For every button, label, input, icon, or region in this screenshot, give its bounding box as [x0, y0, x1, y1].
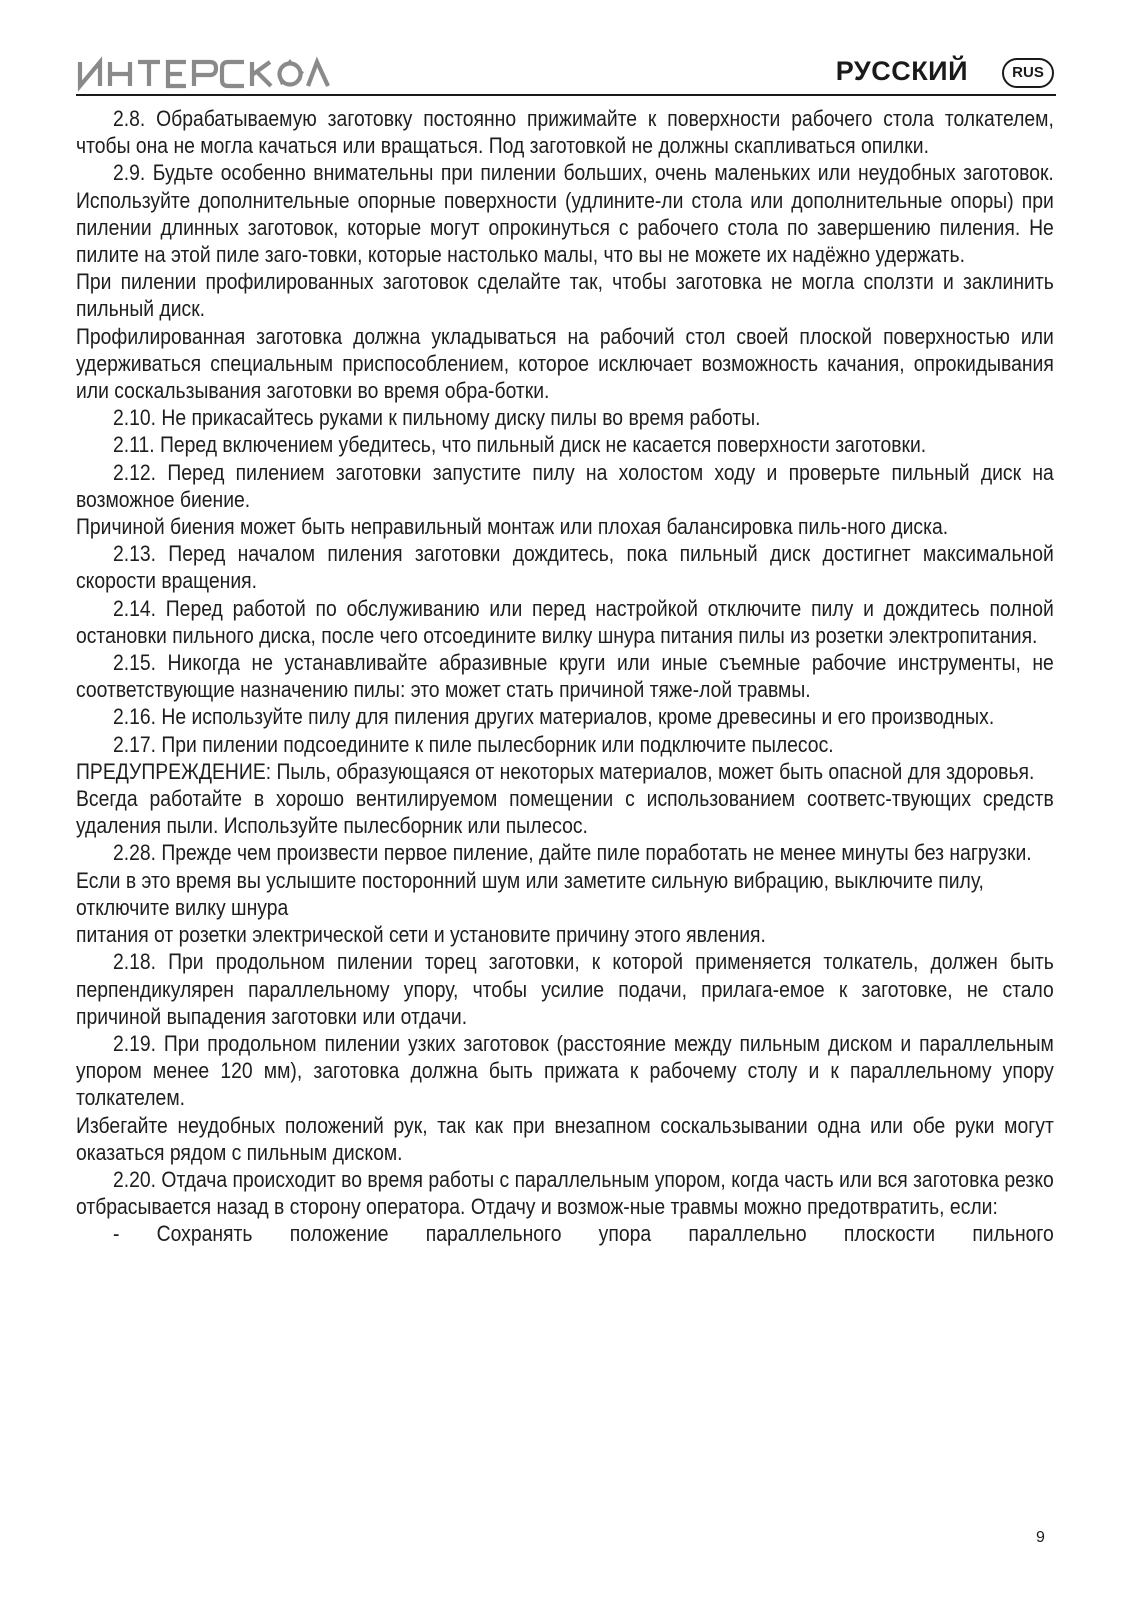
header-rule: [76, 94, 1056, 96]
paragraph: При пилении профилированных заготовок сделайте так, чтобы заготовка не могла сползти и заклинить пильный диск.: [76, 269, 1054, 322]
paragraph-2-10: 2.10. Не прикасайтесь руками к пильному диску пилы во время работы.: [112, 405, 761, 431]
list-item: - Сохранять положение параллельного упора параллельно плоскости пильного: [112, 1221, 1054, 1247]
warning-paragraph: ПРЕДУПРЕЖДЕНИЕ: Пыль, образующаяся от некоторых материалов, может быть опасной для здоровья.: [76, 758, 1035, 784]
paragraph-2-11: 2.11. Перед включением убедитесь, что пильный диск не касается поверхности заготовки.: [112, 432, 927, 458]
body-text: [76, 105, 1054, 1248]
paragraph-2-17: 2.17. При пилении подсоедините к пиле пылесборник или подключите пылесос.: [112, 731, 834, 757]
language-title: РУССКИЙ: [835, 56, 968, 86]
interskol-logo: [76, 50, 331, 94]
paragraph-2-8: 2.8. Обрабатываемую заготовку постоянно прижимайте к поверхности рабочего стола толкателем, чтобы она не могла качаться или вращаться. Под заготовкой не должны скапливаться опилки.: [76, 106, 1054, 159]
paragraph: Всегда работайте в хорошо вентилируемом помещении с использованием соответс-твующих средств удаления пыли. Используйте пылесборник или пылесос.: [76, 786, 1054, 839]
paragraph-2-18: 2.18. При продольном пилении торец заготовки, к которой применяется толкатель, должен быть перпендикулярен параллельному упору, чтобы усилие подачи, прилага-емое к заготовке, не стало причиной выпадения заготовки или отдачи.: [76, 949, 1054, 1029]
paragraph-2-16: 2.16. Не используйте пилу для пиления других материалов, кроме древесины и его производных.: [112, 704, 995, 730]
language-badge: RUS: [1002, 58, 1054, 88]
paragraph-2-20: 2.20. Отдача происходит во время работы с параллельным упором, когда часть или вся заготовка резко отбрасывается назад в сторону оператора. Отдачу и возмож-ные травмы можно предотвратить, если:: [76, 1166, 1054, 1220]
paragraph: Избегайте неудобных положений рук, так как при внезапном соскальзывании одна или обе руки могут оказаться рядом с пильным диском.: [76, 1112, 1054, 1165]
paragraph-2-14: 2.14. Перед работой по обслуживанию или перед настройкой отключите пилу и дождитесь полной остановки пильного диска, после чего отсоедините вилку шнура питания пилы из розетки электропитания.: [76, 595, 1054, 648]
paragraph-2-15: 2.15. Никогда не устанавливайте абразивные круги или иные съемные рабочие инструменты, не соответствующие назначению пилы: это может стать причиной тяже-лой травмы.: [76, 650, 1054, 703]
paragraph: Причиной биения может быть неправильный монтаж или плохая балансировка пиль-ного диска.: [76, 514, 949, 540]
paragraph-2-12: 2.12. Перед пилением заготовки запустите пилу на холостом ходу и проверьте пильный диск на возможное биение.: [76, 459, 1054, 512]
paragraph-2-28: 2.28. Прежде чем произвести первое пиление, дайте пиле поработать не менее минуты без нагрузки. Если в это время вы услышите посторонний шум или заметите сильную вибрацию, выключите пилу, отключите вилку шнура: [76, 840, 1032, 920]
paragraph-2-19: 2.19. При продольном пилении узких заготовок (расстояние между пильным диском и параллельным упором менее 120 мм), заготовка должна быть прижата к рабочему столу и к параллельному упору толкателем.: [76, 1030, 1054, 1111]
paragraph-2-9: 2.9. Будьте особенно внимательны при пилении больших, очень маленьких или неудобных заготовок. Используйте дополнительные опорные поверхности (удлините-ли стола или дополнительные опоры) при пилении длинных заготовок, которые могут опрокинуться с рабочего стола по завершению пиления. Не пилите на этой пиле заго-товки, которые настолько малы, что вы не можете их надёжно удержать.: [76, 160, 1054, 268]
page-number: 9: [1036, 1529, 1045, 1546]
paragraph-2-13: 2.13. Перед началом пиления заготовки дождитесь, пока пильный диск достигнет максимальной скорости вращения.: [76, 541, 1054, 594]
paragraph: питания от розетки электрической сети и установите причину этого явления.: [76, 922, 766, 948]
paragraph: Профилированная заготовка должна укладываться на рабочий стол своей плоской поверхностью или удерживаться специальным приспособлением, которое исключает возможность качания, опрокидывания или соскальзывания заготовки во время обра-ботки.: [76, 323, 1054, 404]
